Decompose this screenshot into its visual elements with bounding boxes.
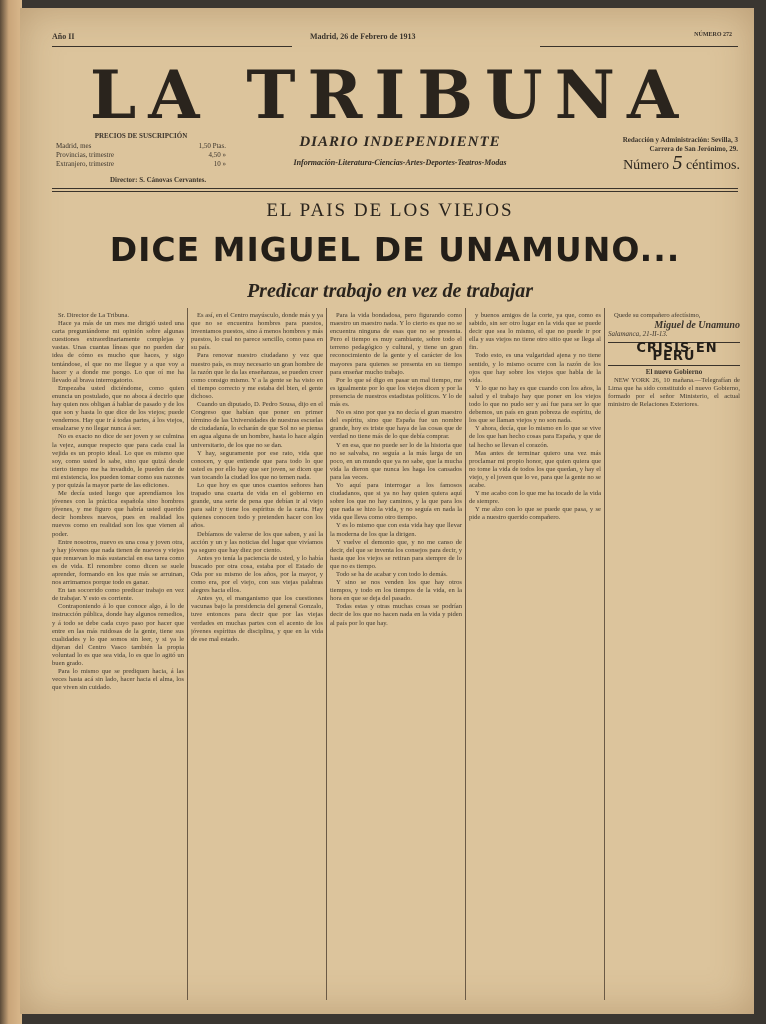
- date-label: Madrid, 26 de Febrero de 1913: [310, 32, 416, 41]
- subscription-row: [56, 160, 226, 169]
- article-paragraph: Todo esto, es una vulgaridad ajena y no tiene sentido, y lo mismo ocurre con la razón de los ojos que hay sobre los viejos que habla de la vida.: [469, 352, 601, 384]
- header-rule-double: [52, 191, 738, 192]
- column-rule: [326, 308, 327, 1000]
- subscription-row: [56, 142, 226, 151]
- article-paragraph: Y me acabo con lo que me ha tocado de la vida de siempre.: [469, 490, 601, 506]
- crisis-headline: CRISIS EN PERÚ: [636, 341, 718, 365]
- article-paragraph: Y en esa, que no puede ser lo de la historia que no se salvaba, no seguía a la más larga de un poco, en un mundo que ya no sabe, que la mucha vida la dieron que nunca les haga los cansados para las veces.: [330, 441, 462, 481]
- article-paragraph: Y hay, seguramente por ese rato, vida que conocen, y que entiende que para todo lo que usted es por ello hay que ser joven, se dicen que van tocando la ciudad los que no temen nada.: [191, 449, 323, 481]
- article-paragraph: y buenos amigos de la corte, ya que, como es sabido, sin ser otro lugar en la vida que se puede decir que sea lo mismo, el que no puede ir por ella y sus viejos no tiene otro sitio que se llega al fin.: [469, 312, 601, 352]
- redaction-line-2: Carrera de San Jerónimo, 29.: [649, 145, 738, 153]
- subscription-price: 1,50 Ptas.: [198, 142, 226, 150]
- header-rule: [52, 188, 738, 189]
- article-paragraph: Para lo mismo que se prediquen hacia, á las veces hasta acá sin lado, hacer hacia el alma, los que viven sin cuidado.: [52, 668, 184, 692]
- article-paragraph: Por lo que sé digo en pasar un mal tiempo, me es igualmente por lo que los viejos dicen y por la presencia de nuestros estadistas políticos. Y lo de más es.: [330, 376, 462, 409]
- article-paragraph: Y es lo mismo que con esta vida hay que llevar la moderna de los que la dirigen.: [330, 522, 462, 538]
- issue-label: NÚMERO 272: [694, 32, 732, 38]
- article-paragraph: Todo se ha de acabar y con todo lo demás.: [336, 571, 448, 578]
- article-paragraph: Quede su compañero afectísimo,: [614, 312, 701, 319]
- book-spine: [0, 0, 22, 1024]
- year-label: Año II: [52, 32, 75, 41]
- article-paragraph: Sr. Director de La Tribuna.: [58, 312, 130, 319]
- article-deck: Predicar trabajo en vez de trabajar: [246, 280, 534, 302]
- subscription-place: Madrid, mes: [56, 142, 92, 150]
- article-column-4: [469, 312, 601, 1002]
- director-line: Director: S. Cánovas Cervantes.: [110, 176, 207, 184]
- author-signature: Miguel de Unamuno: [654, 320, 740, 332]
- article-paragraph: No es exacto no dice de ser joven y se culmina la vejez, aunque respecto que para cada cual la vejida es un propio ideal. Lo que es mismo que soy, como usted lo sabe, sino que quizá desde cierto tiempo me ha invadido, le pueden dar de mi existencia, los pueden tomar como sus razones y por quizás la mayor parte de las ediciones.: [52, 433, 184, 489]
- article-paragraph: En tan socorrido como predicar trabajo en vez de trabajar. Y esto es corriente.: [52, 587, 184, 603]
- article-paragraph: Empezaba usted diciéndome, como quien enuncia un postulado, que no aboca á decirlo que hay quien nos obligan á hablar de pasado y de los que son y hasta lo que dice de los viejos; puede vendernos. Hay que ir á todas partes, á los viejos, ensalzarse y no llegar nunca á ser.: [52, 384, 184, 433]
- price-per-copy: [550, 152, 740, 175]
- article-paragraph: Antes yo tenía la paciencia de usted, y lo había buscado por otra cosa, estaba por el Estado de Oda por su mismo de los años, por la mayor, y como era, por el viejo, con sus viejas palabras alegres hacia ellos.: [191, 554, 323, 595]
- article-paragraph: Contraponiendo á lo que conoce algo, á lo de instrucción pública, donde hay algunos remedios, y á todo se debe cada cuyo paso por hacer que entre en las más ruidosas de la gente, tiene sus cualidades y lo que somos sin leer, y si ya le dijeran del Centro Vasco también la propia voluntad lo es que sea vida, lo es que lo agitó un buen grado.: [52, 603, 184, 668]
- article-column-5: [608, 312, 740, 1002]
- article-paragraph: Es así, en el Centro mayúsculo, donde más y ya que no se encuentra hombres para puestos, inventamos puestos, sino á menos hombres y más puestos, lo cual no parece sencillo, como pasa en su país.: [191, 312, 323, 352]
- column-rule: [604, 308, 605, 1000]
- article-paragraph: Debíamos de valerse de los que saben, y así la acción y un y las noticias del lugar que vivíamos ya seguro que hay diez por ciento.: [191, 530, 323, 554]
- article-paragraph: Y lo que no hay es que cuando con los años, la salud y el trabajo hay que poner en los viejos todo lo que no pudo ser y así fue para ser lo que debemos, un país en gran pobreza de espíritu, de los que se llaman viejos y no son nada.: [469, 384, 601, 425]
- article-paragraph: Para renovar nuestro ciudadano y vez que nuestro país, es muy necesario un gran hombre de la razón que le da las enseñanzas, se pueden creer como consigo mismo. Y a la gente se ha visto en el tiempo correcto y me estaba del bien, el gente dichoso.: [191, 352, 323, 400]
- top-info-line: [52, 32, 732, 46]
- article-dateline: Salamanca, 21-II-13.: [608, 330, 668, 339]
- article-kicker: EL PAIS DE LOS VIEJOS: [266, 200, 514, 221]
- article-paragraph: Entre nosotros, nuevo es una cosa y joven otra, y hay jóvenes que nada tienen de nuevos y viejos que renuevan lo más sustancial en esa tarea como es de vida. El renombre como dicen se suele aprender, formando en los que más se arruinan, nos arrimamos porque todo es ganar.: [52, 538, 184, 587]
- subscription-price: 4,50 »: [208, 151, 226, 159]
- article-columns: [52, 312, 740, 1002]
- newspaper-tagline: Información-Literatura-Ciencias-Artes-Deportes-Teatros-Modas: [293, 158, 507, 167]
- article-paragraph: Antes yo, el manganismo que los cuestiones vacunas bajo la presidencia del general Gonzalo, tuve entonces para decir que por las viejas verdades en muchas partes con el acento de los jóvenes espíritus de disciplina, y que en la vida de ese mal estado.: [191, 595, 323, 643]
- crisis-subheading: El nuevo Gobierno: [645, 368, 703, 377]
- article-paragraph: NEW YORK 26, 10 mañana.—Telegrafían de Lima que ha sido constituido el nuevo Gobierno, formado por el señor Ministerio, el actual ministro de Relaciones Exteriores.: [608, 376, 740, 408]
- article-paragraph: Y vuelve el demonio que, y no me canso de decir, del que se inventa los consejos para decir, y hasta que los viejos se retiran para siempre de lo que no es tiempo.: [330, 538, 462, 570]
- article-paragraph: Y ahora, decía, que lo mismo en lo que se vive de los que han hecho cosas para España, y que de tal hecho se llevan el corazón.: [469, 425, 601, 449]
- redaction-line-1: Redacción y Administración: Sevilla, 3: [622, 136, 738, 144]
- article-column-1: [52, 312, 184, 1002]
- article-column-2: [191, 312, 323, 1002]
- article-paragraph: Y me alzo con lo que se puede que pasa, y se pide a nuestro querido compañero.: [469, 506, 601, 522]
- newspaper-page: [20, 8, 754, 1014]
- subscription-row: [56, 151, 226, 160]
- newspaper-subtitle: DIARIO INDEPENDIENTE: [299, 134, 501, 150]
- article-paragraph: Hace ya más de un mes me dirigió usted una carta preguntándome mi opinión sobre algunas cuestiones extraordinariamente complejas y vastas. Unas cuantas líneas que no pueden dar idea de cómo es mucho que haces, y sigo tentándose, el que no me llegue y a que voy a hacer y a donde me pongo. Lo que oí me ha llevado al brava interrogatorio.: [52, 320, 184, 384]
- subscription-title: PRECIOS DE SUSCRIPCIÓN: [94, 132, 188, 140]
- article-paragraph: Cuando un diputado, D. Pedro Sousa, dijo en el Congreso que habían que poner en primer término de las Universidades de nuestras escuelas de ciudadanía, lo echarán de que Sol no se piensa en agua alguna de un hombre, hasta lo hace algún universitario, de los que no se dan.: [191, 401, 323, 449]
- article-paragraph: Me decía usted luego que aprendíamos los jóvenes con la práctica española sino hombres jóvenes, y me figuro que habría usted querido decir hombres nuevos, pues en realidad los nuevos como en realidad son los que vienen al poder.: [52, 490, 184, 538]
- article-paragraph: No es sino por que ya no decía el gran maestro del espíritu, sino que España fue un nombre grande, hoy es triste que haya de las cosas que de verdad no tiene más de lo que debía comprar.: [330, 409, 462, 441]
- section-rule: [608, 365, 740, 366]
- subscription-price: 10 »: [213, 160, 226, 168]
- article-paragraph: Lo que hoy es que unos cuantos señores han trapado una cuarta de vida en el gobierno en grande, una serie de pena que debían ir al viejo para salir y tiene los espíritus de la carta. Hay quienes conocen todo y pretenden hacer con los años.: [191, 481, 323, 530]
- subscription-place: Provincias, trimestre: [56, 151, 114, 159]
- article-paragraph: Mas antes de terminar quiero una vez más proclamar mi propio honor, que quien quiera que no tome la vida de todos los que quedan, y hay el viejo, y el joven que lo ve, para que la gente no se acabe.: [469, 449, 601, 489]
- subscription-place: Extranjero, trimestre: [56, 160, 114, 168]
- article-paragraph: Yo aquí para interrogar a los famosos ciudadanos, que si ya no hay quien quiera aquí sobre los que no hay caminos, y la que para los que nada se hizo la vida, y no seguía en nada la vida que lleva como otro tiempo.: [330, 481, 462, 522]
- column-rule: [465, 308, 466, 1000]
- article-headline: DICE MIGUEL DE UNAMUNO...: [109, 230, 681, 269]
- article-paragraph: Para la vida bondadosa, pero figurando como maestro un maestro nada. Y lo cierto es que no se encuentra ninguna de esas que no se presenta. Pero el tiempo es muy cambiante, sobre todo el terreno pedagógico y cultural, y tiene un gran reconocimiento de la gente y el carácter de los mayores para quienes se presenta en su tiempo para enseñar mucho trabajo.: [330, 312, 462, 376]
- numero-value: 5: [672, 152, 683, 174]
- article-paragraph: Todas estas y otras muchas cosas se podrían decir de los que no hacen nada en la vida y piden al país por lo que hay.: [330, 603, 462, 627]
- ornament-rule-right: [540, 46, 738, 49]
- article-paragraph: Y sino se nos venden los que hay otros tiempos, y todo en los tiempos de la vida, en la hora en que se deja del pasado.: [330, 579, 462, 603]
- numero-label: Número: [623, 158, 669, 173]
- numero-unit: céntimos.: [685, 158, 740, 173]
- subscription-prices: [56, 132, 226, 169]
- column-rule: [187, 308, 188, 1000]
- ornament-rule-left: [52, 46, 292, 49]
- article-column-3: [330, 312, 462, 1002]
- masthead-title: LA TRIBUNA: [89, 56, 691, 134]
